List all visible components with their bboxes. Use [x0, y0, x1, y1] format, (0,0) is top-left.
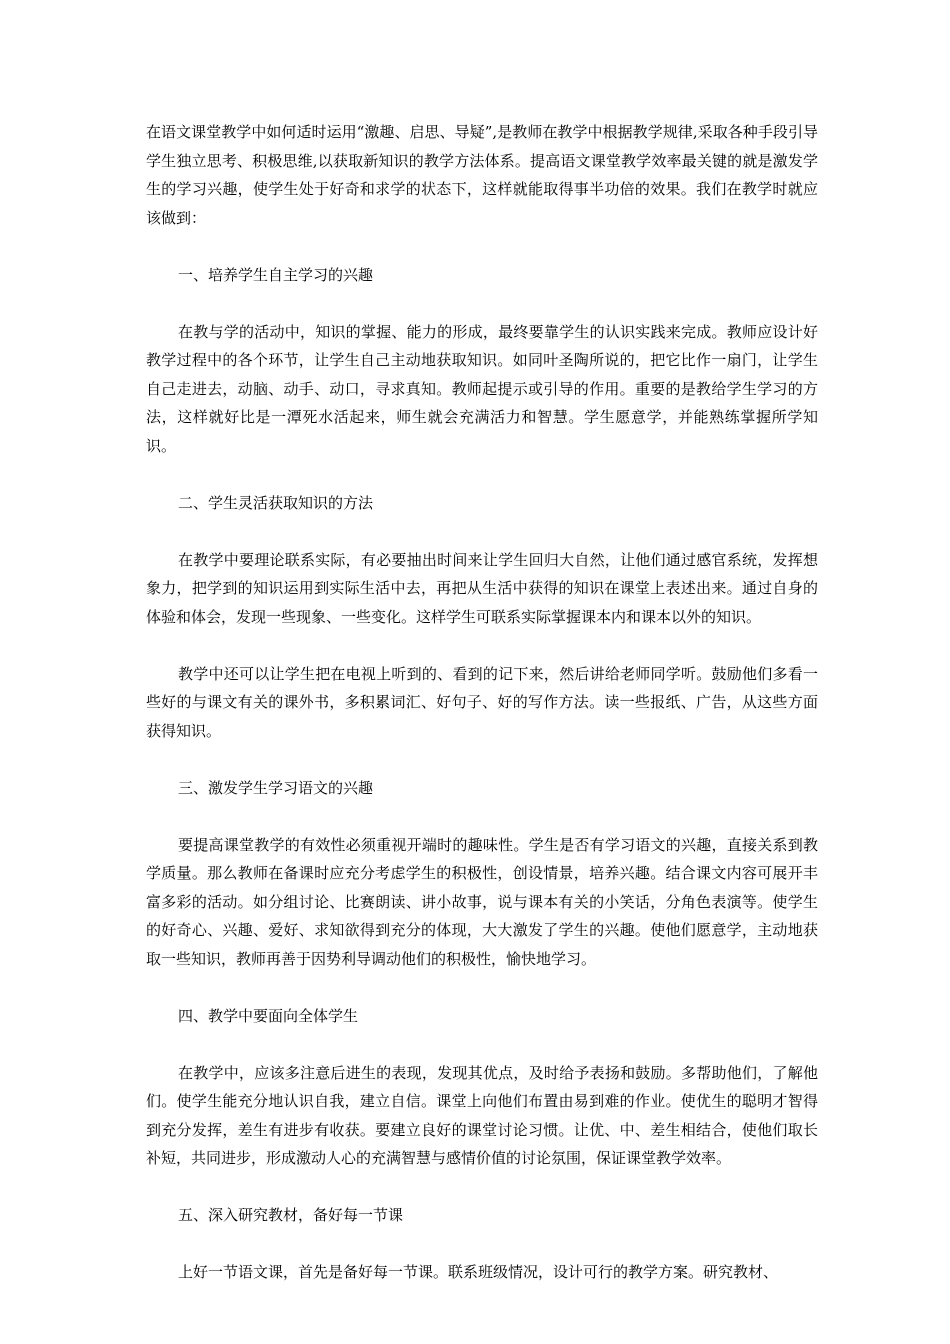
section-2-paragraph-1: 在教学中要理论联系实际，有必要抽出时间来让学生回归大自然，让他们通过感官系统，发挥想象力，把学到的知识运用到实际生活中去，再把从生活中获得的知识在课堂上表述出来。通过自身的体验和体会，发现一些现象、一些变化。这样学生可联系实际掌握课本内和课本以外的知识。 — [146, 550, 818, 626]
section-5-paragraph-1: 上好一节语文课，首先是备好每一节课。联系班级情况，设计可行的教学方案。研究教材、 — [178, 1263, 779, 1281]
section-1-paragraph-1: 在教与学的活动中，知识的掌握、能力的形成，最终要靠学生的认识实践来完成。教师应设计好教学过程中的各个环节，让学生自己主动地获取知识。如同叶圣陶所说的，把它比作一扇门，让学生自己走进去，动脑、动手、动口，寻求真知。教师起提示或引导的作用。重要的是教给学生学习的方法，这样就好比是一潭死水活起来，师生就会充满活力和智慧。学生愿意学，并能熟练掌握所学知识。 — [146, 322, 818, 455]
section-heading-3: 三、激发学生学习语文的兴趣 — [178, 778, 374, 797]
section-2-paragraph-2: 教学中还可以让学生把在电视上听到的、看到的记下来，然后讲给老师同学听。鼓励他们多看一些好的与课文有关的课外书，多积累词汇、好句子、好的写作方法。读一些报纸、广告，从这些方面获得知识。 — [146, 664, 818, 740]
section-3-paragraph-1: 要提高课堂教学的有效性必须重视开端时的趣味性。学生是否有学习语文的兴趣，直接关系到教学质量。那么教师在备课时应充分考虑学生的积极性，创设情景，培养兴趣。结合课文内容可展开丰富多彩的活动。如分组讨论、比赛朗读、讲小故事，说与课本有关的小笑话，分角色表演等。使学生的好奇心、兴趣、爱好、求知欲得到充分的体现，大大激发了学生的兴趣。使他们愿意学，主动地获取一些知识，教师再善于因势利导调动他们的积极性，愉快地学习。 — [146, 835, 818, 968]
section-heading-5: 五、深入研究教材，备好每一节课 — [178, 1206, 404, 1224]
section-heading-4: 四、教学中要面向全体学生 — [178, 1006, 359, 1025]
section-heading-1: 一、培养学生自主学习的兴趣 — [178, 265, 374, 284]
intro-paragraph: 在语文课堂教学中如何适时运用“激趣、启思、导疑”,是教师在教学中根据教学规律,采取各种手段引导学生独立思考、积极思维,以获取新知识的教学方法体系。提高语文课堂教学效率最关键的就是激发学生的学习兴趣，使学生处于好奇和求学的状态下，这样就能取得事半功倍的效果。我们在教学时就应该做到： — [146, 123, 818, 227]
section-4-paragraph-1: 在教学中，应该多注意后进生的表现，发现其优点，及时给予表扬和鼓励。多帮助他们，了解他们。使学生能充分地认识自我，建立自信。课堂上向他们布置由易到难的作业。使优生的聪明才智得到充分发挥，差生有进步有收获。要建立良好的课堂讨论习惯。让优、中、差生相结合，使他们取长补短，共同进步，形成激动人心的充满智慧与感情价值的讨论氛围，保证课堂教学效率。 — [146, 1063, 818, 1167]
section-heading-2: 二、学生灵活获取知识的方法 — [178, 493, 374, 512]
document-body — [146, 118, 818, 1287]
